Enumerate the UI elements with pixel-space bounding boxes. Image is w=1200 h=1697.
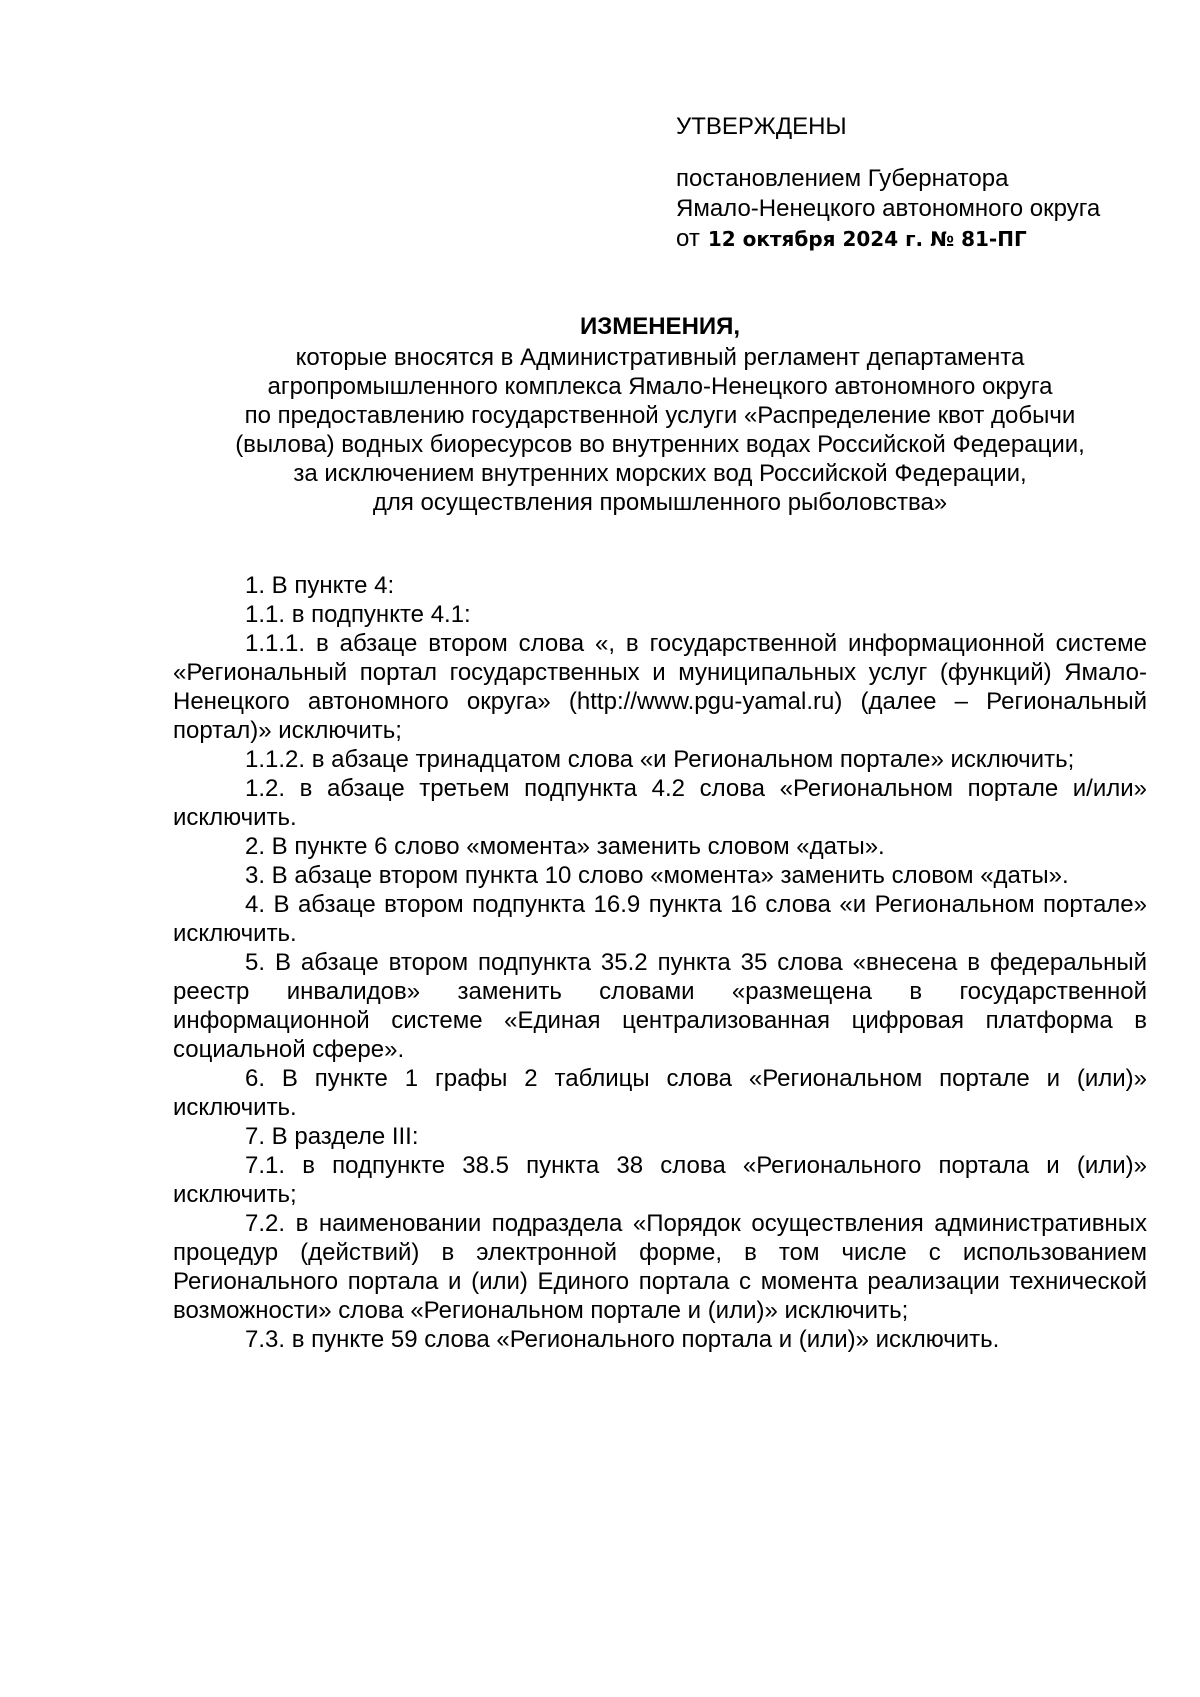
- paragraph-1-2: 1.2. в абзаце третьем подпункта 4.2 слова «Региональном портале и/или» исключить.: [173, 775, 1147, 831]
- approval-block: [676, 112, 1176, 254]
- approval-date-prefix: от: [676, 225, 700, 252]
- paragraph-2: 2. В пункте 6 слово «момента» заменить словом «даты».: [245, 833, 885, 860]
- paragraph-7-1: 7.1. в подпункте 38.5 пункта 38 слова «Регионального портала и (или)» исключить;: [173, 1152, 1147, 1208]
- document-subtitle-line: которые вносятся в Административный регламент департамента: [295, 344, 1025, 371]
- paragraph-7: 7. В разделе III:: [245, 1123, 419, 1150]
- approval-line-1: постановлением Губернатора: [676, 165, 1009, 192]
- document-subtitle-line: за исключением внутренних морских вод Российской Федерации,: [293, 460, 1027, 487]
- approval-date-value: 12 октября 2024 г. № 81-ПГ: [707, 227, 1027, 251]
- document-subtitle-line: для осуществления промышленного рыболовства»: [372, 489, 948, 516]
- approval-date-line: [676, 224, 1176, 254]
- document-subtitle-line: агропромышленного комплекса Ямало-Ненецкого автономного округа: [267, 373, 1053, 400]
- document-subtitle-line: (вылова) водных биоресурсов во внутренних водах Российской Федерации,: [235, 431, 1085, 458]
- approval-title: УТВЕРЖДЕНЫ: [676, 113, 847, 140]
- paragraph-7-3: 7.3. в пункте 59 слова «Регионального портала и (или)» исключить.: [245, 1326, 1000, 1353]
- paragraph-3: 3. В абзаце втором пункта 10 слово «момента» заменить словом «даты».: [245, 862, 1069, 889]
- paragraph-7-2: 7.2. в наименовании подраздела «Порядок осуществления административных процедур (действий) в электронной форме, в том числе с использованием Регионального портала и (или) Единого портала с момента реализации технической возможности» слова «Региональном портале и (или)» исключить;: [173, 1210, 1147, 1324]
- paragraph-6: 6. В пункте 1 графы 2 таблицы слова «Региональном портале и (или)» исключить.: [173, 1065, 1147, 1121]
- approval-line-2: Ямало-Ненецкого автономного округа: [676, 195, 1101, 222]
- document-heading: [160, 312, 1160, 517]
- paragraph-1-1-2: 1.1.2. в абзаце тринадцатом слова «и Региональном портале» исключить;: [245, 746, 1075, 773]
- paragraph-4: 4. В абзаце втором подпункта 16.9 пункта 16 слова «и Региональном портале» исключить.: [173, 891, 1147, 947]
- document-title: ИЗМЕНЕНИЯ,: [579, 313, 741, 340]
- paragraph-1: 1. В пункте 4:: [245, 572, 395, 599]
- paragraph-1-1: 1.1. в подпункте 4.1:: [245, 601, 471, 628]
- document-body: [173, 571, 1147, 1354]
- paragraph-1-1-1: 1.1.1. в абзаце втором слова «, в государственной информационной системе «Региональный портал государственных и муниципальных услуг (функций) Ямало-Ненецкого автономного округа» (http://www.pgu-yamal.ru) (далее – Региональный портал)» исключить;: [173, 630, 1147, 744]
- paragraph-5: 5. В абзаце втором подпункта 35.2 пункта 35 слова «внесена в федеральный реестр инвалидов» заменить словами «размещена в государственной информационной системе «Единая централизованная цифровая платформа в социальной сфере».: [173, 949, 1147, 1063]
- document-subtitle-line: по предоставлению государственной услуги «Распределение квот добычи: [244, 402, 1076, 429]
